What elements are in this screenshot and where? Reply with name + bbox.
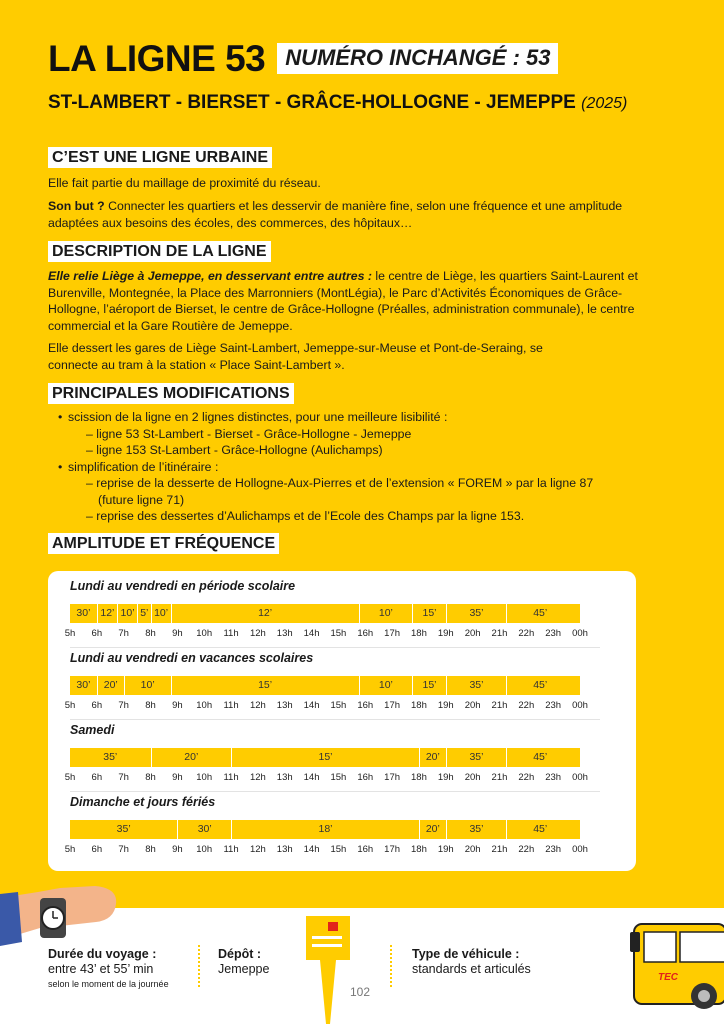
hour-label: 15h	[330, 628, 347, 639]
hour-label: 15h	[330, 772, 347, 783]
hour-label: 11h	[223, 844, 239, 855]
hour-label: 8h	[145, 844, 156, 855]
hour-label: 21h	[491, 772, 508, 783]
frequency-segment: 20’	[419, 820, 446, 839]
frequency-segment: 18’	[231, 820, 419, 839]
urban-p1: Elle fait partie du maillage de proximité du réseau.	[48, 176, 321, 190]
hour-label: 17h	[384, 844, 401, 855]
frequency-segment: 35’	[446, 820, 506, 839]
frequency-segment: 35’	[446, 748, 506, 767]
hour-label: 14h	[303, 628, 320, 639]
bus-logo: TEC	[658, 972, 678, 983]
duration-label: Durée du voyage :	[48, 947, 157, 961]
hour-label: 21h	[491, 844, 508, 855]
hour-axis	[48, 772, 588, 784]
frequency-bar	[70, 604, 580, 623]
vehicle-label: Type de véhicule :	[412, 947, 520, 961]
goal-text: Connecter les quartiers et les desservir de manière fine, selon une fréquence et une amplitude adaptées aux besoins des écoles, des commerces, des hôpitaux…	[48, 199, 623, 230]
schedule-title: Lundi au vendredi en vacances scolaires	[70, 651, 314, 665]
frequency-segment: 12’	[171, 604, 359, 623]
hour-label: 8h	[145, 772, 156, 783]
description-p2: Elle dessert les gares de Liège Saint-Lambert, Jemeppe-sur-Meuse et Pont-de-Seraing, se connecte au tram à la station « Place Saint-Lambert ».	[48, 341, 543, 372]
hour-label: 8h	[145, 628, 156, 639]
hour-label: 00h	[572, 700, 588, 711]
frequency-segment: 5’	[137, 604, 150, 623]
hour-label: 16h	[357, 700, 374, 711]
hour-label: 20h	[464, 844, 481, 855]
line-number-badge: NUMÉRO INCHANGÉ : 53	[277, 43, 558, 73]
description-text: le centre de Liège, les quartiers Saint-Laurent et Burenville, Montegnée, la Place des Marronniers (MontLégia), le Parc d’Activités Économiques de Grâce-Hollogne, l’aéroport de Bierset, le centre de Grâce-Hollogne (Préalles, administration communale), le centre commercial et la Gare Routière de Jemeppe.	[48, 269, 638, 333]
frequency-bar	[70, 748, 580, 767]
frequency-segment: 45’	[506, 820, 573, 839]
hour-label: 16h	[357, 844, 374, 855]
hour-label: 14h	[303, 844, 320, 855]
hour-label: 22h	[518, 772, 535, 783]
duration-note: selon le moment de la journée	[48, 979, 169, 989]
depot-value: Jemeppe	[218, 962, 270, 976]
hour-label: 18h	[411, 844, 427, 855]
frequency-segment: 20’	[419, 748, 446, 767]
hour-label: 13h	[276, 700, 293, 711]
hour-label: 11h	[223, 700, 239, 711]
hour-label: 22h	[518, 628, 535, 639]
route-name: ST-LAMBERT - BIERSET - GRÂCE-HOLLOGNE - JEMEPPE	[48, 92, 576, 113]
frequency-segment: 10’	[124, 676, 171, 695]
frequency-segment: 10’	[151, 604, 171, 623]
hour-label: 5h	[64, 628, 76, 639]
hour-label: 14h	[303, 700, 320, 711]
hour-label: 6h	[91, 844, 103, 855]
hour-label: 12h	[249, 700, 266, 711]
frequency-segment: 10’	[359, 604, 413, 623]
hour-label: 16h	[357, 772, 374, 783]
hour-label: 20h	[464, 700, 481, 711]
frequency-segment: 45’	[506, 748, 573, 767]
modifications-list	[58, 409, 618, 525]
footer-separator	[198, 945, 200, 987]
depot-label: Dépôt :	[218, 947, 262, 961]
hour-label: 21h	[491, 700, 508, 711]
hour-label: 23h	[545, 628, 562, 639]
frequency-segment: 15’	[171, 676, 359, 695]
route-subtitle	[48, 92, 627, 114]
hour-label: 19h	[437, 772, 454, 783]
hour-label: 9h	[172, 772, 183, 783]
hour-label: 7h	[118, 700, 129, 711]
hour-label: 7h	[118, 628, 129, 639]
frequency-segment: 45’	[506, 604, 573, 623]
section-urban-heading: C’EST UNE LIGNE URBAINE	[48, 147, 272, 168]
hour-label: 17h	[384, 700, 401, 711]
section-amplitude-heading: AMPLITUDE ET FRÉQUENCE	[48, 533, 279, 554]
hour-label: 20h	[464, 772, 481, 783]
schedule-title: Samedi	[70, 723, 115, 737]
hour-label: 7h	[118, 844, 129, 855]
frequency-segment: 15’	[412, 604, 446, 623]
hour-label: 10h	[196, 844, 213, 855]
modification-item: – reprise des dessertes d’Aulichamps et de l’Ecole des Champs par la ligne 153.	[86, 509, 525, 523]
hour-label: 12h	[249, 844, 266, 855]
frequency-segment: 10’	[117, 604, 137, 623]
modification-item: • scission de la ligne en 2 lignes distinctes, pour une meilleure lisibilité :	[58, 409, 618, 426]
hour-label: 23h	[545, 700, 562, 711]
goal-label: Son but ?	[48, 199, 105, 213]
hour-label: 6h	[91, 772, 103, 783]
hour-label: 18h	[411, 628, 427, 639]
hour-label: 11h	[223, 772, 239, 783]
hour-axis	[48, 700, 588, 712]
duration-value: entre 43’ et 55’ min	[48, 962, 154, 976]
section-modifications-heading: PRINCIPALES MODIFICATIONS	[48, 383, 294, 404]
frequency-segment: 20’	[97, 676, 124, 695]
depot-info	[218, 947, 269, 977]
hour-axis	[48, 844, 588, 856]
hour-label: 19h	[437, 700, 454, 711]
hour-label: 19h	[437, 628, 454, 639]
schedule-divider	[70, 791, 600, 792]
hour-label: 10h	[196, 772, 213, 783]
bus-icon	[630, 918, 724, 1014]
frequency-bar	[70, 676, 580, 695]
frequency-bar	[70, 820, 580, 839]
hour-label: 23h	[545, 844, 562, 855]
hour-label: 15h	[330, 700, 347, 711]
hour-label: 18h	[411, 700, 427, 711]
title-row	[48, 40, 558, 77]
hour-label: 9h	[172, 700, 183, 711]
schedule-divider	[70, 719, 600, 720]
vehicle-value: standards et articulés	[412, 962, 531, 976]
section-description-heading: DESCRIPTION DE LA LIGNE	[48, 241, 271, 262]
hour-label: 13h	[276, 628, 293, 639]
modification-item: – reprise de la desserte de Hollogne-Aux-Pierres et de l’extension « FOREM » par la ligne 87 (future ligne 71)	[86, 476, 594, 507]
modification-item: – ligne 153 St-Lambert - Grâce-Hollogne (Aulichamps)	[86, 443, 383, 457]
hour-label: 12h	[249, 628, 266, 639]
hour-axis	[48, 628, 588, 640]
hour-label: 15h	[330, 844, 347, 855]
hour-label: 8h	[145, 700, 156, 711]
watch-hand-icon	[0, 880, 130, 950]
hour-label: 19h	[437, 844, 454, 855]
frequency-segment: 35’	[103, 751, 118, 763]
frequency-segment: 15’	[231, 748, 419, 767]
frequency-segment: 35’	[116, 823, 131, 835]
hour-label: 13h	[276, 772, 293, 783]
hour-label: 00h	[572, 772, 588, 783]
hour-label: 7h	[118, 772, 129, 783]
hour-label: 5h	[64, 700, 76, 711]
hour-label: 22h	[518, 844, 535, 855]
frequency-segment: 35’	[446, 604, 506, 623]
modification-item: • simplification de l’itinéraire :	[58, 459, 618, 476]
hour-label: 21h	[491, 628, 508, 639]
hour-label: 17h	[384, 628, 401, 639]
schedule-title: Lundi au vendredi en période scolaire	[70, 579, 296, 593]
route-year: (2025)	[581, 95, 628, 112]
hour-label: 18h	[411, 772, 427, 783]
hour-label: 22h	[518, 700, 535, 711]
duration-info	[48, 947, 169, 992]
frequency-segment: 12’	[97, 604, 117, 623]
page-title: LA LIGNE 53	[48, 38, 266, 79]
frequency-segment: 45’	[506, 676, 573, 695]
hour-label: 14h	[303, 772, 320, 783]
modification-item: – ligne 53 St-Lambert - Bierset - Grâce-Hollogne - Jemeppe	[86, 426, 412, 441]
description-p1	[48, 268, 638, 334]
urban-goal	[48, 198, 638, 231]
hour-label: 6h	[91, 628, 103, 639]
frequency-segment: 20’	[151, 748, 232, 767]
hour-label: 5h	[64, 772, 76, 783]
hour-label: 12h	[249, 772, 266, 783]
schedule-title: Dimanche et jours fériés	[70, 795, 216, 809]
description-lead: Elle relie Liège à Jemeppe, en desservant entre autres :	[48, 269, 372, 283]
frequency-segment: 15’	[412, 676, 446, 695]
hour-label: 13h	[276, 844, 293, 855]
frequency-segment: 10’	[359, 676, 413, 695]
hour-label: 6h	[91, 700, 103, 711]
bus-stop-sign-icon	[300, 912, 360, 1024]
hour-label: 20h	[464, 628, 481, 639]
hour-label: 17h	[384, 772, 401, 783]
hour-label: 16h	[357, 628, 374, 639]
hour-label: 23h	[545, 772, 562, 783]
hour-label: 10h	[196, 628, 213, 639]
footer-separator	[390, 945, 392, 987]
schedule-divider	[70, 647, 600, 648]
hour-label: 9h	[172, 628, 183, 639]
hour-label: 10h	[196, 700, 213, 711]
frequency-segment: 35’	[446, 676, 506, 695]
frequency-segment: 30’	[177, 820, 231, 839]
hour-label: 00h	[572, 628, 588, 639]
page-number: 102	[350, 985, 371, 999]
hour-label: 11h	[223, 628, 239, 639]
schedule-card	[48, 571, 636, 871]
vehicle-info	[412, 947, 531, 977]
frequency-segment: 30’	[76, 607, 91, 619]
frequency-segment: 30’	[76, 679, 91, 691]
hour-label: 9h	[172, 844, 183, 855]
hour-label: 00h	[572, 844, 588, 855]
hour-label: 5h	[64, 844, 76, 855]
